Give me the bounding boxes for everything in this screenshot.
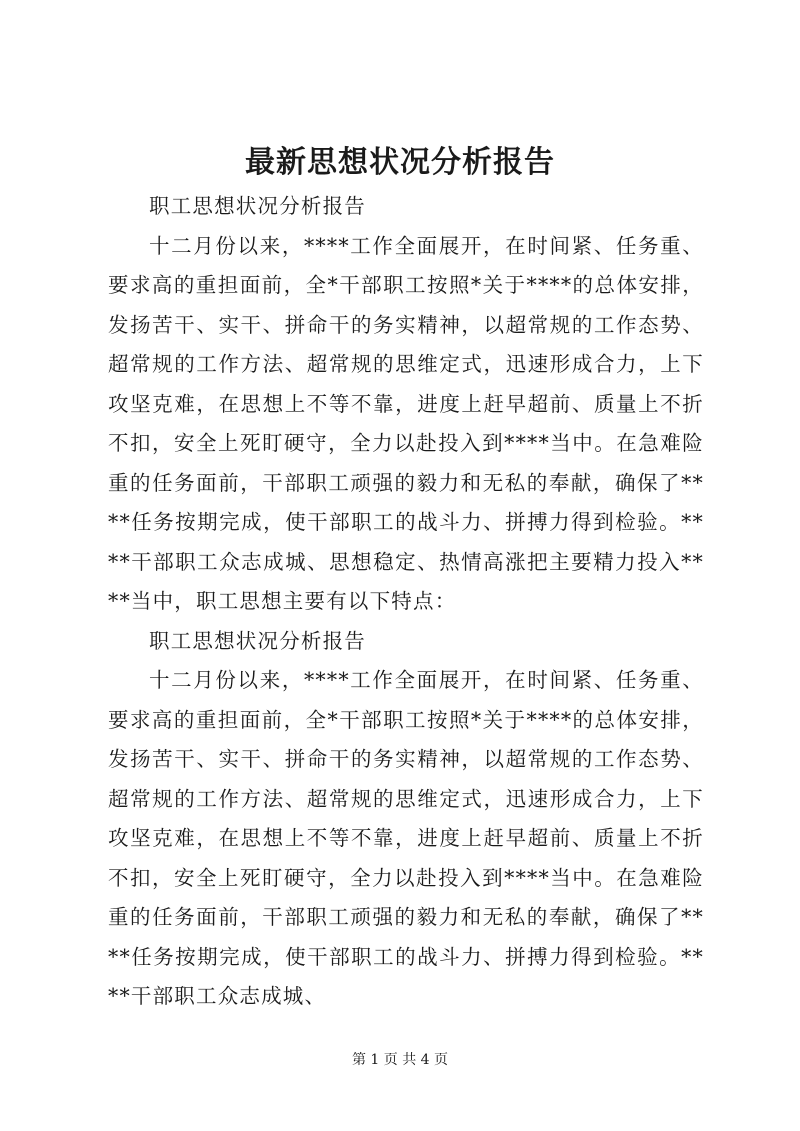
document-title: 最新思想状况分析报告 — [245, 145, 555, 180]
paragraph-body: 十二月份以来，****工作全面展开，在时间紧、任务重、要求高的重担面前，全*干部职工按照*关于****的总体安排，发扬苦干、实干、拼命干的务实精神，以超常规的工作态势、超常规的工作方法、超常规的思维定式，迅速形成合力，上下攻坚克难，在思想上不等不靠，进度上赶早超前、质量上不折不扣，安全上死盯硬守，全力以赴投入到****当中。在急难险重的任务面前，干部职工顽强的毅力和无私的奉献，确保了****任务按期完成，使干部职工的战斗力、拼搏力得到检验。****干部职工众志成城、思想稳定、热情高涨把主要精力投入****当中，职工思想主要有以下特点： — [108, 233, 704, 613]
paragraph-subtitle: 职工思想状况分析报告 — [149, 628, 366, 653]
page-footer: 第 1 页 共 4 页 — [351, 1052, 449, 1068]
document-body — [108, 187, 704, 1017]
paragraph-subtitle: 职工思想状况分析报告 — [149, 194, 366, 218]
paragraph-body: 十二月份以来，****工作全面展开，在时间紧、任务重、要求高的重担面前，全*干部职工按照*关于****的总体安排，发扬苦干、实干、拼命干的务实精神，以超常规的工作态势、超常规的工作方法、超常规的思维定式，迅速形成合力，上下攻坚克难，在思想上不等不靠，进度上赶早超前、质量上不折不扣，安全上死盯硬守，全力以赴投入到****当中。在急难险重的任务面前，干部职工顽强的毅力和无私的奉献，确保了****任务按期完成，使干部职工的战斗力、拼搏力得到检验。****干部职工众志成城、 — [108, 668, 704, 1008]
